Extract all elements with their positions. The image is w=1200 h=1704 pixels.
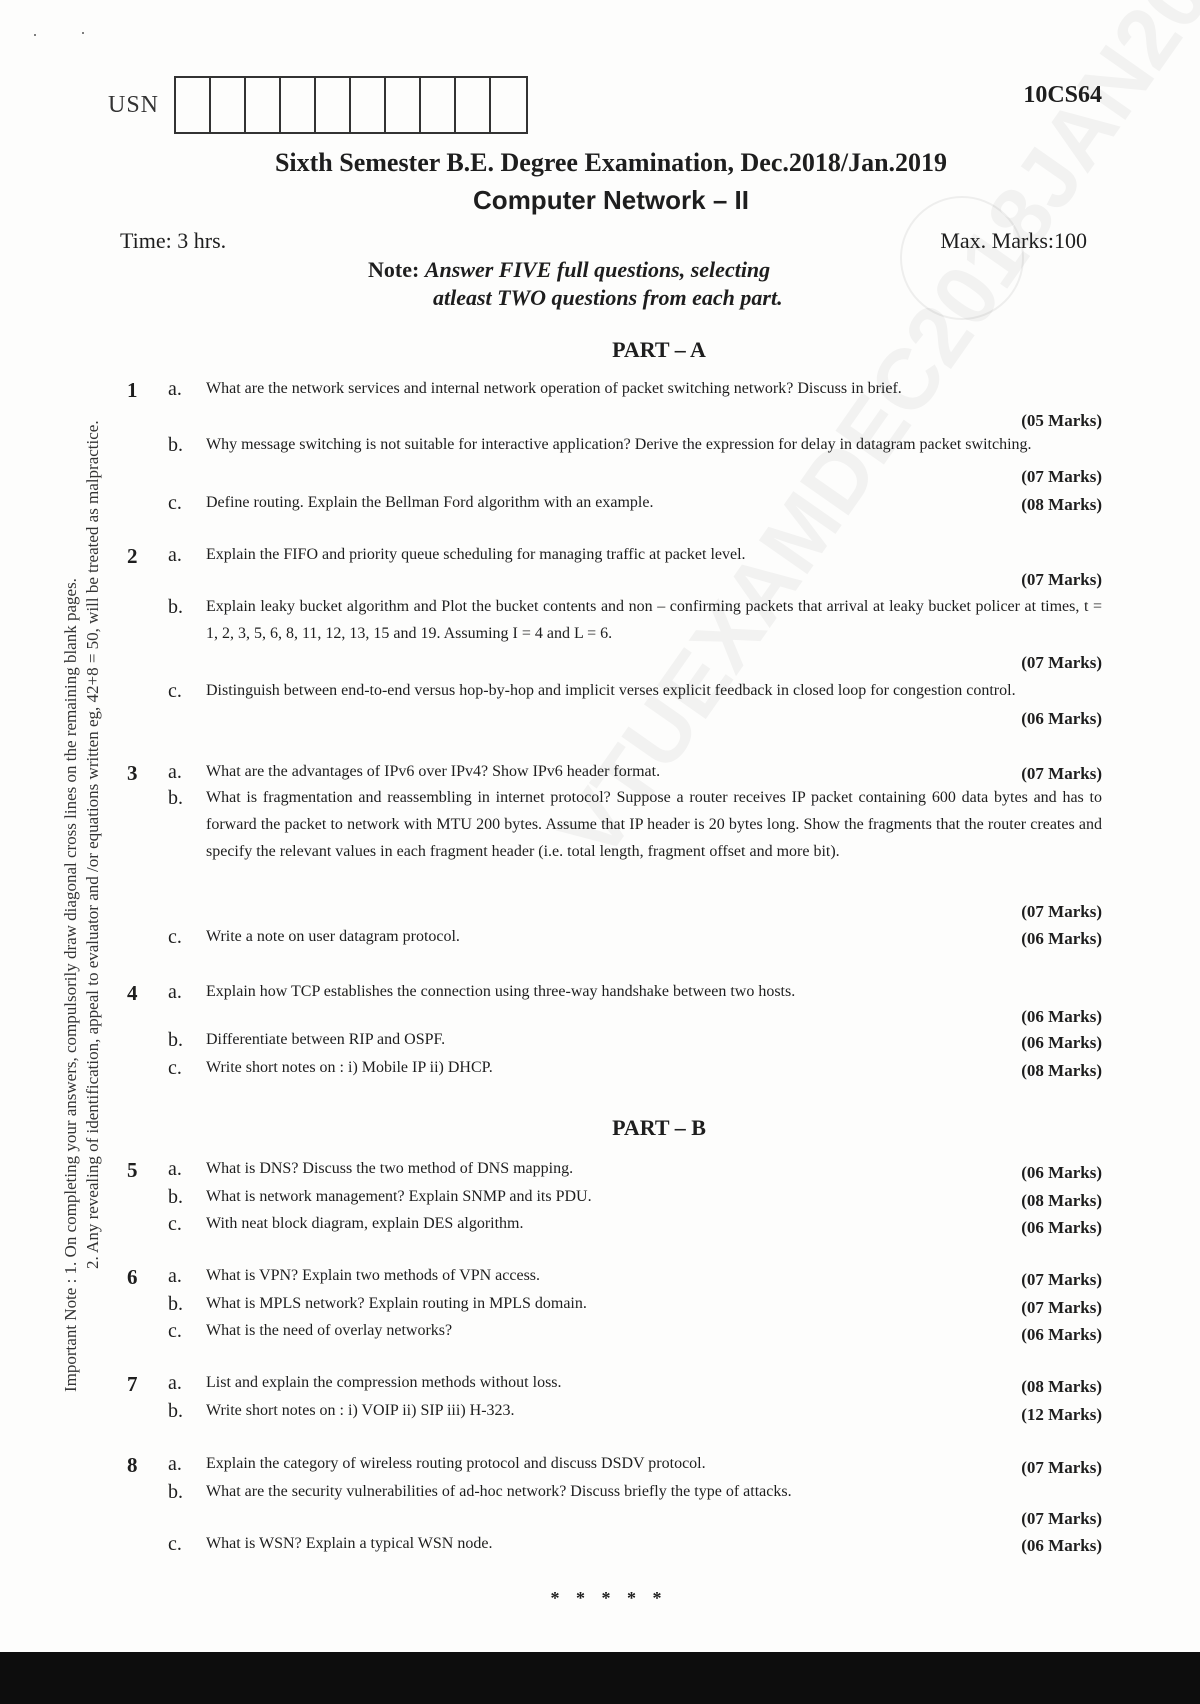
subquestion-text: Define routing. Explain the Bellman Ford algorithm with an example.	[206, 494, 654, 511]
subquestion-label: a.	[168, 981, 182, 1003]
scan-bottom-edge	[0, 1652, 1200, 1704]
subquestion-label: a.	[168, 1158, 182, 1180]
subquestion-text: Differentiate between RIP and OSPF.	[206, 1031, 446, 1048]
subquestion-label: a.	[168, 544, 182, 566]
subquestion-label: b.	[168, 1186, 183, 1208]
margin-note-line-1: Important Note : 1. On completing your answers, compulsorily draw diagonal cross lines on the remaining blank pages.	[61, 578, 80, 1392]
subquestion-text: Write short notes on : i) Mobile IP ii) DHCP.	[206, 1059, 493, 1076]
marks-label: (07 Marks)	[1021, 653, 1102, 672]
note-line-2: atleast TWO questions from each part.	[433, 285, 783, 310]
subquestion-text: What are the network services and internal network operation of packet switching network? Discuss in brief.	[206, 380, 902, 397]
marks-label: (06 Marks)	[1021, 1536, 1102, 1555]
question-number: 6	[127, 1265, 138, 1289]
subquestion-label: a.	[168, 1453, 182, 1475]
subquestion-label: c.	[168, 492, 182, 514]
marks-label: (07 Marks)	[1021, 467, 1102, 486]
subquestion-text: What is WSN? Explain a typical WSN node.	[206, 1535, 493, 1552]
subject-code: 10CS64	[1023, 82, 1102, 108]
note-line-1: Answer FIVE full questions, selecting	[424, 257, 771, 282]
marks-label: (06 Marks)	[1021, 1033, 1102, 1052]
usn-digit-box[interactable]	[211, 78, 246, 132]
marks-label: (07 Marks)	[1021, 1298, 1102, 1317]
subquestion-label: c.	[168, 1057, 182, 1079]
part-a-heading: PART – A	[612, 337, 706, 362]
marks-label: (06 Marks)	[1021, 1325, 1102, 1344]
marks-label: (05 Marks)	[1021, 411, 1102, 430]
usn-label: USN	[108, 92, 160, 118]
subquestion-label: b.	[168, 434, 183, 456]
usn-digit-box[interactable]	[176, 78, 211, 132]
marks-label: (08 Marks)	[1021, 1061, 1102, 1080]
subquestion-text: What is VPN? Explain two methods of VPN access.	[206, 1267, 541, 1284]
subquestion-label: b.	[168, 596, 183, 618]
subquestion-label: b.	[168, 1481, 183, 1503]
subquestion-text: Write short notes on : i) VOIP ii) SIP iii) H-323.	[206, 1402, 515, 1419]
subquestion-text: What is MPLS network? Explain routing in MPLS domain.	[206, 1295, 587, 1312]
marks-label: (07 Marks)	[1021, 1270, 1102, 1289]
max-marks: Max. Marks:100	[940, 228, 1087, 253]
usn-boxes	[174, 76, 528, 134]
marks-label: (06 Marks)	[1021, 709, 1102, 728]
marks-label: (07 Marks)	[1021, 902, 1102, 921]
marks-label: (12 Marks)	[1021, 1405, 1102, 1424]
subquestion-label: c.	[168, 1320, 182, 1342]
margin-important-note	[60, 352, 104, 1392]
question-number: 8	[127, 1453, 138, 1477]
subquestion-label: a.	[168, 1372, 182, 1394]
subquestion-label: c.	[168, 1213, 182, 1235]
marks-label: (07 Marks)	[1021, 1458, 1102, 1477]
marks-label: (06 Marks)	[1021, 929, 1102, 948]
margin-note-line-2: 2. Any revealing of identification, appeal to evaluator and /or equations written eg, 42+8 = 50, will be treated as malpractice.	[83, 420, 102, 1269]
subquestion-text: What is fragmentation and reassembling in internet protocol? Suppose a router receives IP packet containing 600 data bytes and has to forward the packet to network with MTU 200 bytes. Assume that IP header is 20 bytes long. Show the fragments that the router creates and specify the relevant values in each fragment header (i.e. total length, fragment offset and more bit).	[206, 789, 1102, 860]
subquestion-label: c.	[168, 680, 182, 702]
marks-label: (06 Marks)	[1021, 1007, 1102, 1026]
question-number: 3	[127, 761, 138, 785]
subquestion-label: a.	[168, 1265, 182, 1287]
usn-digit-box[interactable]	[386, 78, 421, 132]
subquestion-text: What are the security vulnerabilities of ad-hoc network? Discuss briefly the type of attacks.	[206, 1483, 792, 1500]
subquestion-label: a.	[168, 378, 182, 400]
exam-title: Sixth Semester B.E. Degree Examination, Dec.2018/Jan.2019	[274, 148, 948, 177]
subquestion-text: Why message switching is not suitable for interactive application? Derive the expression for delay in datagram packet switching.	[206, 436, 1032, 453]
instructions-note	[368, 256, 783, 312]
marks-label: (08 Marks)	[1021, 1377, 1102, 1396]
usn-digit-box[interactable]	[491, 78, 526, 132]
subquestion-text: Write a note on user datagram protocol.	[206, 928, 460, 945]
subquestion-text: What is the need of overlay networks?	[206, 1322, 453, 1339]
usn-digit-box[interactable]	[316, 78, 351, 132]
subquestion-text: What are the advantages of IPv6 over IPv4? Show IPv6 header format.	[206, 763, 661, 780]
subquestion-label: b.	[168, 787, 183, 809]
subquestion-label: a.	[168, 761, 182, 783]
subquestion-text: List and explain the compression methods without loss.	[206, 1374, 562, 1391]
usn-digit-box[interactable]	[351, 78, 386, 132]
subquestion-text: What is DNS? Discuss the two method of DNS mapping.	[206, 1160, 574, 1177]
subquestion-label: c.	[168, 1533, 182, 1555]
question-number: 2	[127, 544, 138, 568]
subquestion-label: b.	[168, 1293, 183, 1315]
marks-label: (08 Marks)	[1021, 1191, 1102, 1210]
marks-label: (07 Marks)	[1021, 1509, 1102, 1528]
question-number: 7	[127, 1372, 138, 1396]
marks-label: (06 Marks)	[1021, 1218, 1102, 1237]
usn-digit-box[interactable]	[246, 78, 281, 132]
subquestion-text: Explain how TCP establishes the connection using three-way handshake between two hosts.	[206, 983, 796, 1000]
subquestion-text: Explain leaky bucket algorithm and Plot the bucket contents and non – confirming packets that arrival at leaky bucket policer at times, t = 1, 2, 3, 5, 6, 8, 11, 12, 13, 15 and 19. Assuming I = 4 and L = 6.	[206, 598, 1102, 642]
usn-digit-box[interactable]	[421, 78, 456, 132]
subquestion-text: Distinguish between end-to-end versus hop-by-hop and implicit verses explicit feedback in closed loop for congestion control.	[206, 682, 1016, 699]
subquestion-label: c.	[168, 926, 182, 948]
question-number: 1	[127, 378, 138, 402]
subject-title: Computer Network – II	[473, 185, 749, 215]
subquestion-text: Explain the FIFO and priority queue scheduling for managing traffic at packet level.	[206, 546, 746, 563]
marks-label: (07 Marks)	[1021, 570, 1102, 589]
subquestion-text: With neat block diagram, explain DES algorithm.	[206, 1215, 524, 1232]
question-number: 5	[127, 1158, 138, 1182]
end-marker: * * * * *	[550, 1588, 668, 1608]
usn-digit-box[interactable]	[456, 78, 491, 132]
marks-label: (06 Marks)	[1021, 1163, 1102, 1182]
part-b-heading: PART – B	[612, 1115, 706, 1140]
exam-time: Time: 3 hrs.	[120, 228, 227, 253]
subquestion-label: b.	[168, 1029, 183, 1051]
subquestion-label: b.	[168, 1400, 183, 1422]
subquestion-text: Explain the category of wireless routing protocol and discuss DSDV protocol.	[206, 1455, 706, 1472]
subquestion-text: What is network management? Explain SNMP and its PDU.	[206, 1188, 592, 1205]
marks-label: (07 Marks)	[1021, 764, 1102, 783]
marks-label: (08 Marks)	[1021, 495, 1102, 514]
usn-digit-box[interactable]	[281, 78, 316, 132]
scan-specks	[30, 30, 90, 40]
note-prefix: Note:	[368, 257, 425, 282]
question-number: 4	[127, 981, 138, 1005]
